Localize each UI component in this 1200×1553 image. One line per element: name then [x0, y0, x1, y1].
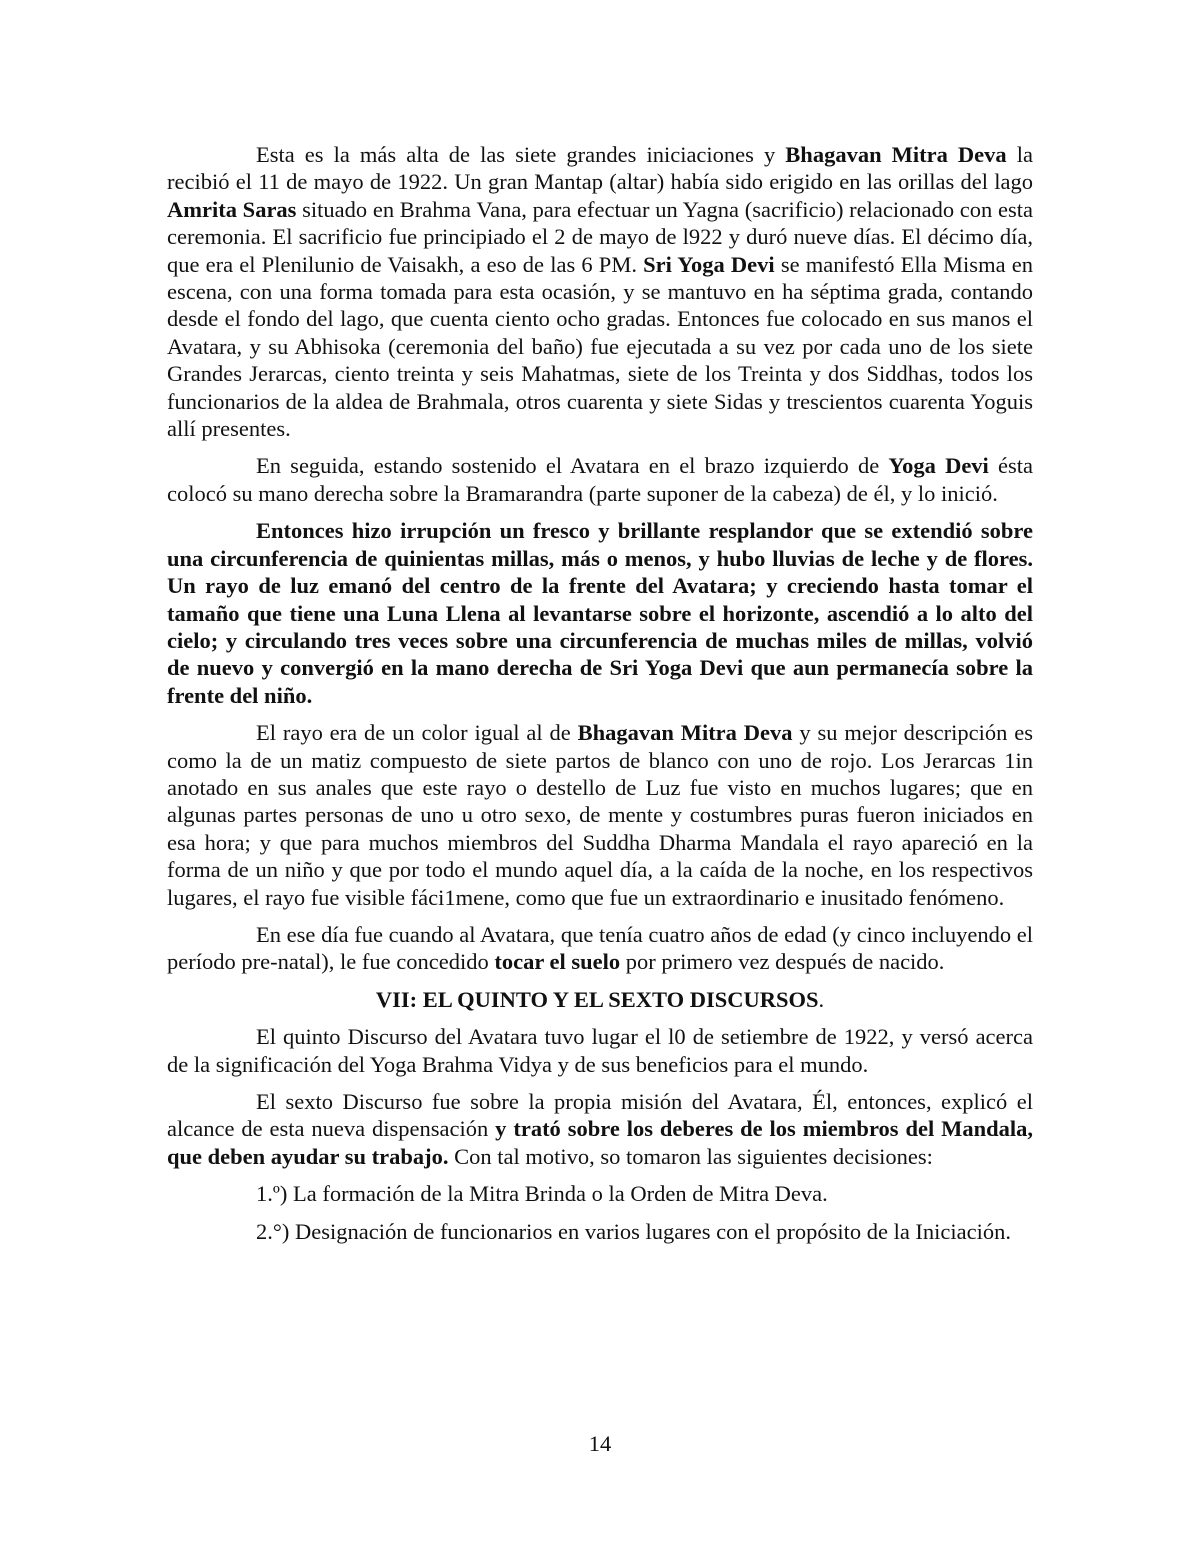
text-run: por primero vez después de nacido. [620, 949, 945, 975]
paragraph-7 [167, 1088, 1033, 1170]
bold-name: Bhagavan Mitra Deva [577, 720, 793, 746]
text-run: y su mejor descripción es como la de un matiz compuesto de siete partos de blanco con uno de rojo. Los Jerarcas 1in anotado en sus anales que este rayo o destello de Luz fue visto en muchos lugares; que en algunas partes personas de uno u otro sexo, de mente y costumbres puras fueron iniciados en esa hora; y que para muchos miembros del Suddha Dharma Mandala el rayo apareció en la forma de un niño y que por todo el mundo aquel día, a la caída de la noche, en los respectivos lugares, el rayo fue visible fáci1mene, como que fue un extraordinario e inusitado fenómeno. [167, 720, 1033, 910]
text-run: la recibió el 11 de mayo de 1922. Un gran Mantap (altar) había sido erigido en las orillas del lago [167, 142, 1033, 195]
text-run: ésta colocó su mano derecha sobre la Bramarandra (parte suponer de la cabeza) de él, y lo inició. [167, 453, 1033, 506]
page-body [167, 141, 1033, 1255]
heading-period: . [818, 986, 825, 1012]
page-number: 14 [588, 1431, 612, 1456]
paragraph-4 [167, 719, 1033, 911]
section-heading [167, 986, 1033, 1013]
text-run: En ese día fue cuando al Avatara, que tenía cuatro años de edad (y cinco incluyendo el período pre-natal), le fue concedido [167, 921, 1033, 975]
text-run: Esta es la más alta de las siete grandes iniciaciones y [256, 142, 786, 167]
text-run: En seguida, estando sostenido el Avatara en el brazo izquierdo de [256, 453, 889, 479]
text-run: Con tal motivo, so tomaron las siguientes decisiones: [448, 1143, 933, 1169]
bold-name: Sri Yoga Devi [643, 251, 775, 277]
bold-name: Amrita Saras [167, 196, 297, 222]
bold-phrase: y trató sobre los deberes de los miembros del Mandala, que deben ayudar su trabajo. [167, 1116, 1033, 1169]
paragraph-3-bold: Entonces hizo irrupción un fresco y brillante resplandor que se extendió sobre una circunferencia de quinientas millas, más o menos, y hubo lluvias de leche y de flores. Un rayo de luz emanó del centro de la frente del Avatara; y creciendo hasta tomar el tamaño que tiene una Luna Llena al levantarse sobre el horizonte, ascendió a lo alto del cielo; y circulando tres veces sobre una circunferencia de muchas miles de millas, volvió de nuevo y convergió en la mano derecha de Sri Yoga Devi que aun permanecía sobre la frente del niño. [167, 518, 1033, 708]
text-run: se manifestó Ella Misma en escena, con una forma tomada para esta ocasión, y se mantuvo en ha séptima grada, contando desde el fondo del lago, que cuenta ciento ocho gradas. Entonces fue colocado en sus manos el Avatara, y su Abhisoka (ceremonia del baño) fue ejecutada a su vez por cada uno de los siete Grandes Jerarcas, ciento treinta y seis Mahatmas, siete de los Treinta y dos Siddhas, todos los funcionarios de la aldea de Brahmala, otros cuarenta y siete Sidas y trescientos cuarenta Yoguis allí presentes. [167, 251, 1033, 442]
bold-name: Yoga Devi [888, 453, 989, 479]
text-run: El rayo era de un color igual al de [256, 720, 578, 746]
paragraph-5 [167, 921, 1033, 976]
paragraph-2 [167, 452, 1033, 507]
list-item-1: 1.º) La formación de la Mitra Brinda o la Orden de Mitra Deva. [256, 1181, 828, 1207]
heading-text: VII: EL QUINTO Y EL SEXTO DISCURSOS [375, 986, 819, 1012]
text-run: situado en Brahma Vana, para efectuar un Yagna (sacrificio) relacionado con esta ceremonia. El sacrificio fue principiado el 2 de mayo de l922 y duró nueve días. El décimo día, que era el Plenilunio de Vaisakh, a eso de las 6 PM. [167, 196, 1033, 277]
paragraph-1 [167, 141, 1033, 442]
bold-phrase: tocar el suelo [494, 949, 621, 975]
paragraph-6: El quinto Discurso del Avatara tuvo lugar el l0 de setiembre de 1922, y versó acerca de la significación del Yoga Brahma Vidya y de sus beneficios para el mundo. [167, 1024, 1033, 1077]
text-run: El sexto Discurso fue sobre la propia misión del Avatara, Él, entonces, explicó el alcance de esta nueva dispensación [167, 1089, 1033, 1142]
bold-name: Bhagavan Mitra Deva [785, 142, 1007, 167]
list-item-2: 2.°) Designación de funcionarios en varios lugares con el propósito de la Iniciación. [256, 1218, 1012, 1244]
